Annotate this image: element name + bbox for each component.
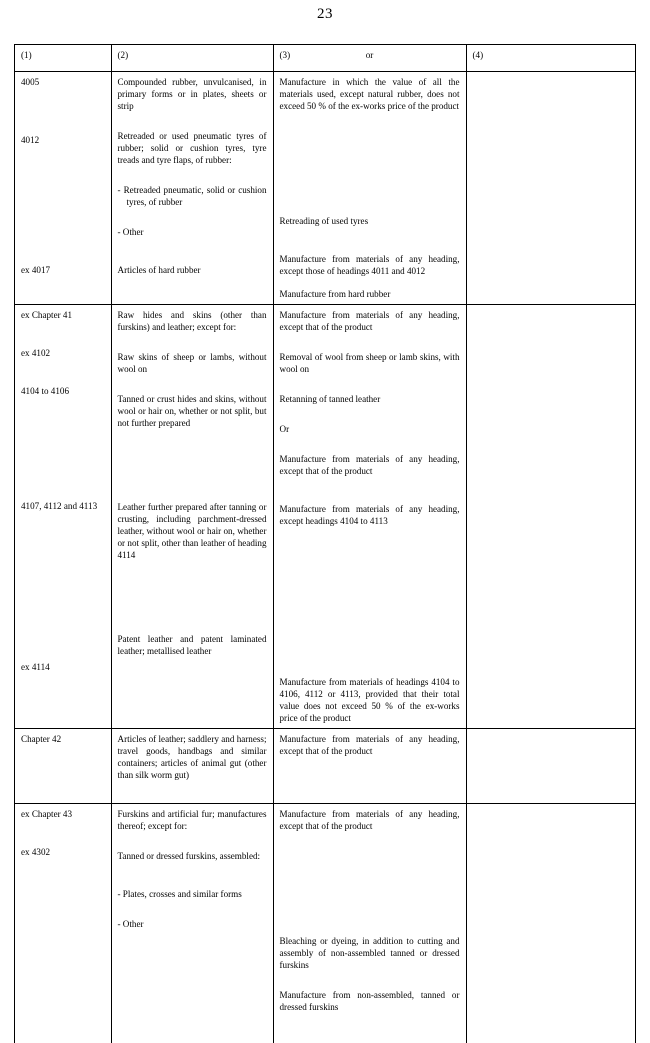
page-number: 23 <box>317 6 333 22</box>
description-ex-4302-plates-crosses: - Plates, crosses and similar forms <box>117 888 242 899</box>
rule-4012-other: Manufacture from materials of any heading, except those of headings 4011 and 4012 <box>279 253 460 276</box>
rule-ex-chapter-43: Manufacture from materials of any heading, except that of the product <box>279 808 460 831</box>
rules-of-origin-table <box>14 44 636 1043</box>
code-ex-chapter-43: ex Chapter 43 <box>21 808 73 819</box>
column-header-3-or: or <box>365 50 374 60</box>
table-group-chapter-40 <box>15 71 635 304</box>
rule-4107-4112-4113: Manufacture from materials of any heading, except headings 4104 to 4113 <box>279 503 460 526</box>
description-ex-4102: Raw skins of sheep or lambs, without wool on <box>117 351 267 374</box>
cell-rule-alt-column <box>466 728 635 803</box>
description-chapter-42: Articles of leather; saddlery and harness; travel goods, handbags and similar containers; articles of animal gut (other than silk worm gut) <box>117 733 267 780</box>
table-group-chapter-43 <box>15 803 635 1043</box>
table-group-chapter-41 <box>15 304 635 728</box>
rule-ex-4302-plates-crosses: Bleaching or dyeing, in addition to cutting and assembly of non-assembled tanned or dressed furskins <box>279 935 460 970</box>
cell-rule-alt-column <box>466 304 635 728</box>
rule-ex-4102: Removal of wool from sheep or lamb skins, with wool on <box>279 351 460 374</box>
description-ex-4114: Patent leather and patent laminated leather; metallised leather <box>117 633 267 656</box>
column-header-2: (2) <box>111 45 273 71</box>
column-header-3 <box>273 45 466 71</box>
description-ex-4302-other: - Other <box>117 918 144 929</box>
description-4012-other: - Other <box>117 226 144 237</box>
description-ex-chapter-41: Raw hides and skins (other than furskins) and leather; except for: <box>117 309 267 332</box>
cell-description-column <box>111 304 273 728</box>
table-group-chapter-42 <box>15 728 635 803</box>
cell-code-column <box>15 728 111 803</box>
code-ex-4114: ex 4114 <box>21 661 50 672</box>
rule-4104-to-4106-alt: Manufacture from materials of any heading, except that of the product <box>279 453 460 476</box>
cell-code-column <box>15 71 111 304</box>
code-chapter-42: Chapter 42 <box>21 733 62 744</box>
description-4107-4112-4113: Leather further prepared after tanning or crusting, including parchment-dressed leather, without wool or hair on, whether or not split, other than leather of heading 4114 <box>117 501 267 560</box>
cell-description-column <box>111 803 273 1043</box>
cell-rule-column <box>273 728 466 803</box>
column-header-4: (4) <box>466 45 635 71</box>
description-4104-to-4106: Tanned or crust hides and skins, without wool or hair on, whether or not split, but not further prepared <box>117 393 267 428</box>
rule-4104-to-4106-or: Or <box>279 423 290 434</box>
table-header-row <box>15 45 635 71</box>
rule-ex-chapter-41: Manufacture from materials of any heading, except that of the product <box>279 309 460 332</box>
code-4005: 4005 <box>21 76 40 87</box>
description-ex-4302: Tanned or dressed furskins, assembled: <box>117 850 261 861</box>
cell-rule-alt-column <box>466 803 635 1043</box>
rule-4005: Manufacture in which the value of all the materials used, except natural rubber, does not exceed 50 % of the ex-works price of the product <box>279 76 460 111</box>
code-ex-chapter-41: ex Chapter 41 <box>21 309 73 320</box>
column-header-3-label: (3) <box>279 50 291 60</box>
rule-4012-retreaded-pneumatic: Retreading of used tyres <box>279 215 369 226</box>
rule-chapter-42: Manufacture from materials of any heading, except that of the product <box>279 733 460 756</box>
cell-description-column <box>111 71 273 304</box>
rule-ex-4017: Manufacture from hard rubber <box>279 288 391 299</box>
rule-ex-4302-other: Manufacture from non-assembled, tanned or dressed furskins <box>279 989 460 1012</box>
code-4107-4112-4113: 4107, 4112 and 4113 <box>21 500 98 511</box>
description-4012-retreaded-pneumatic: - Retreaded pneumatic, solid or cushion tyres, of rubber <box>117 184 267 207</box>
description-4012: Retreaded or used pneumatic tyres of rubber; solid or cushion tyres, tyre treads and tyre flaps, of rubber: <box>117 130 267 165</box>
description-4005: Compounded rubber, unvulcanised, in primary forms or in plates, sheets or strip <box>117 76 267 111</box>
code-ex-4302: ex 4302 <box>21 846 51 857</box>
column-header-1: (1) <box>15 45 111 71</box>
description-ex-4017: Articles of hard rubber <box>117 264 201 275</box>
rule-4104-to-4106: Retanning of tanned leather <box>279 393 381 404</box>
table <box>15 45 635 1043</box>
code-ex-4102: ex 4102 <box>21 347 51 358</box>
code-ex-4017: ex 4017 <box>21 264 51 275</box>
description-ex-chapter-43: Furskins and artificial fur; manufactures thereof; except for: <box>117 808 267 831</box>
code-4012: 4012 <box>21 134 40 145</box>
cell-rule-column <box>273 71 466 304</box>
cell-rule-column <box>273 803 466 1043</box>
cell-code-column <box>15 304 111 728</box>
cell-rule-alt-column <box>466 71 635 304</box>
cell-code-column <box>15 803 111 1043</box>
rule-ex-4114: Manufacture from materials of headings 4104 to 4106, 4112 or 4113, provided that their total value does not exceed 50 % of the ex-works price of the product <box>279 676 460 723</box>
cell-rule-column <box>273 304 466 728</box>
code-4104-to-4106: 4104 to 4106 <box>21 385 69 396</box>
cell-description-column <box>111 728 273 803</box>
